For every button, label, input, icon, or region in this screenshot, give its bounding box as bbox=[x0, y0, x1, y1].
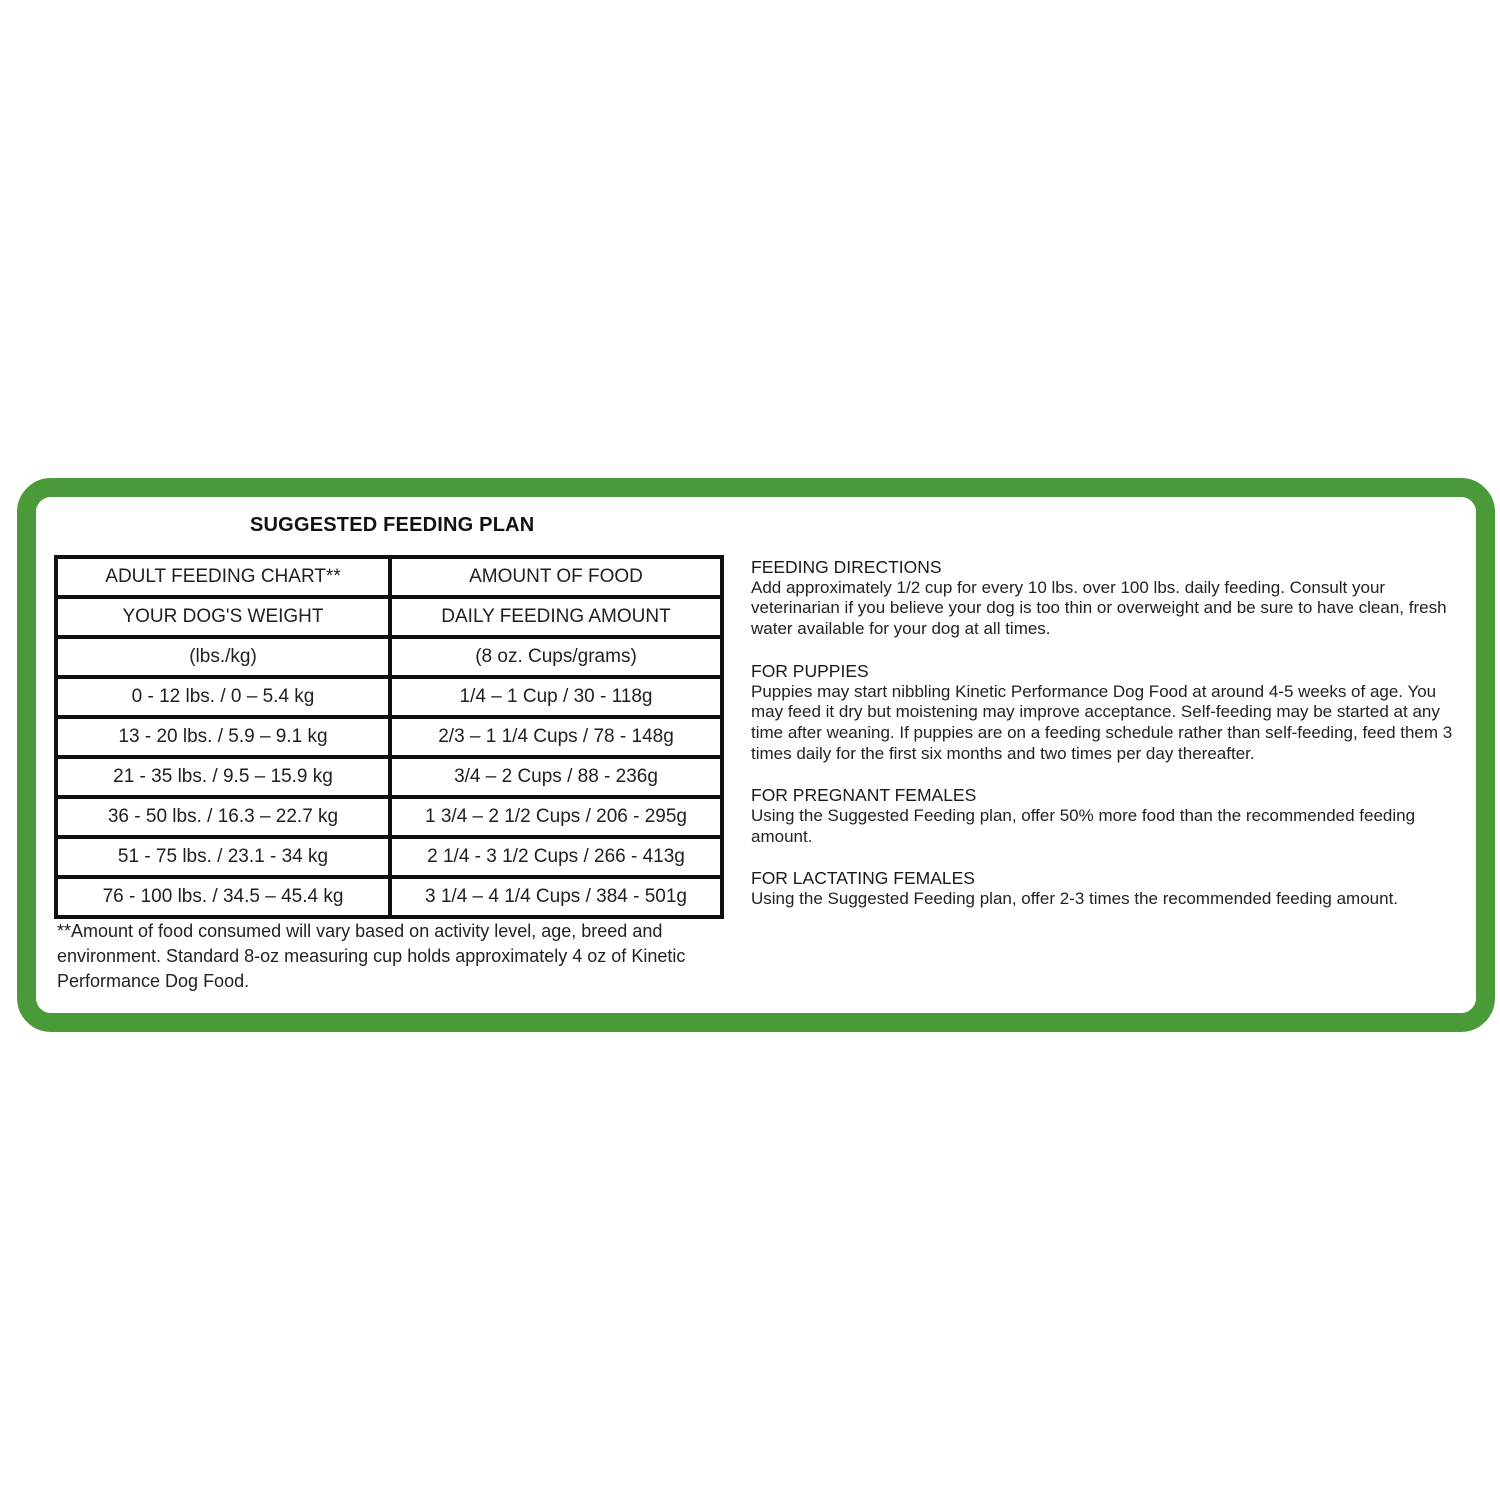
table-row bbox=[56, 677, 722, 717]
table-cell: AMOUNT OF FOOD bbox=[390, 557, 722, 597]
table-cell: (8 oz. Cups/grams) bbox=[390, 637, 722, 677]
table-cell: 51 - 75 lbs. / 23.1 - 34 kg bbox=[56, 837, 390, 877]
table-cell: 2 1/4 - 3 1/2 Cups / 266 - 413g bbox=[390, 837, 722, 877]
section-heading: FOR PUPPIES bbox=[751, 660, 869, 681]
table-row bbox=[56, 837, 722, 877]
feeding-chart-table bbox=[54, 555, 724, 919]
section-body: Add approximately 1/2 cup for every 10 lbs. over 100 lbs. daily feeding. Consult your veterinarian if you believe your dog is too thin or overweight and be sure to have clean, fresh water available for your dog at all times. bbox=[751, 577, 1447, 639]
table-cell: ADULT FEEDING CHART** bbox=[56, 557, 390, 597]
table-cell: 21 - 35 lbs. / 9.5 – 15.9 kg bbox=[56, 757, 390, 797]
table-cell: 0 - 12 lbs. / 0 – 5.4 kg bbox=[56, 677, 390, 717]
section-heading: FOR PREGNANT FEMALES bbox=[751, 785, 977, 806]
table-cell: 3/4 – 2 Cups / 88 - 236g bbox=[390, 757, 722, 797]
table-row bbox=[56, 597, 722, 637]
table-cell: YOUR DOG'S WEIGHT bbox=[56, 597, 390, 637]
section-body: Using the Suggested Feeding plan, offer 2-3 times the recommended feeding amount. bbox=[751, 889, 1399, 909]
section-heading: FOR LACTATING FEMALES bbox=[751, 868, 975, 889]
section-pregnant-females bbox=[751, 785, 1461, 847]
table-cell: 1 3/4 – 2 1/2 Cups / 206 - 295g bbox=[390, 797, 722, 837]
table-row bbox=[56, 757, 722, 797]
table-row bbox=[56, 637, 722, 677]
table-cell: 3 1/4 – 4 1/4 Cups / 384 - 501g bbox=[390, 877, 722, 917]
table-cell: 1/4 – 1 Cup / 30 - 118g bbox=[390, 677, 722, 717]
table-cell: 76 - 100 lbs. / 34.5 – 45.4 kg bbox=[56, 877, 390, 917]
table-cell: 2/3 – 1 1/4 Cups / 78 - 148g bbox=[390, 717, 722, 757]
section-for-puppies bbox=[751, 661, 1461, 765]
table-row bbox=[56, 557, 722, 597]
section-feeding-directions bbox=[751, 557, 1461, 640]
table-row bbox=[56, 717, 722, 757]
plan-title: SUGGESTED FEEDING PLAN bbox=[250, 514, 535, 536]
table-cell: 36 - 50 lbs. / 16.3 – 22.7 kg bbox=[56, 797, 390, 837]
footnote: **Amount of food consumed will vary based on activity level, age, breed and environment. Standard 8-oz measuring cup holds approximately 4 oz of Kinetic Performance Dog Food. bbox=[57, 921, 686, 991]
feeding-directions bbox=[751, 557, 1461, 931]
table-cell: (lbs./kg) bbox=[56, 637, 390, 677]
table-cell: 13 - 20 lbs. / 5.9 – 9.1 kg bbox=[56, 717, 390, 757]
table-row bbox=[56, 797, 722, 837]
section-body: Using the Suggested Feeding plan, offer 50% more food than the recommended feeding amount. bbox=[751, 806, 1416, 846]
table-cell: DAILY FEEDING AMOUNT bbox=[390, 597, 722, 637]
section-lactating-females bbox=[751, 868, 1461, 909]
table-row bbox=[56, 877, 722, 917]
section-body: Puppies may start nibbling Kinetic Performance Dog Food at around 4-5 weeks of age. You may feed it dry but moistening may improve acceptance. Self-feeding may be started at any time after weaning. If puppies are on a feeding schedule rather than self-feeding, feed them 3 times daily for the first six months and two times per day thereafter. bbox=[751, 681, 1453, 763]
section-heading: FEEDING DIRECTIONS bbox=[751, 557, 942, 577]
